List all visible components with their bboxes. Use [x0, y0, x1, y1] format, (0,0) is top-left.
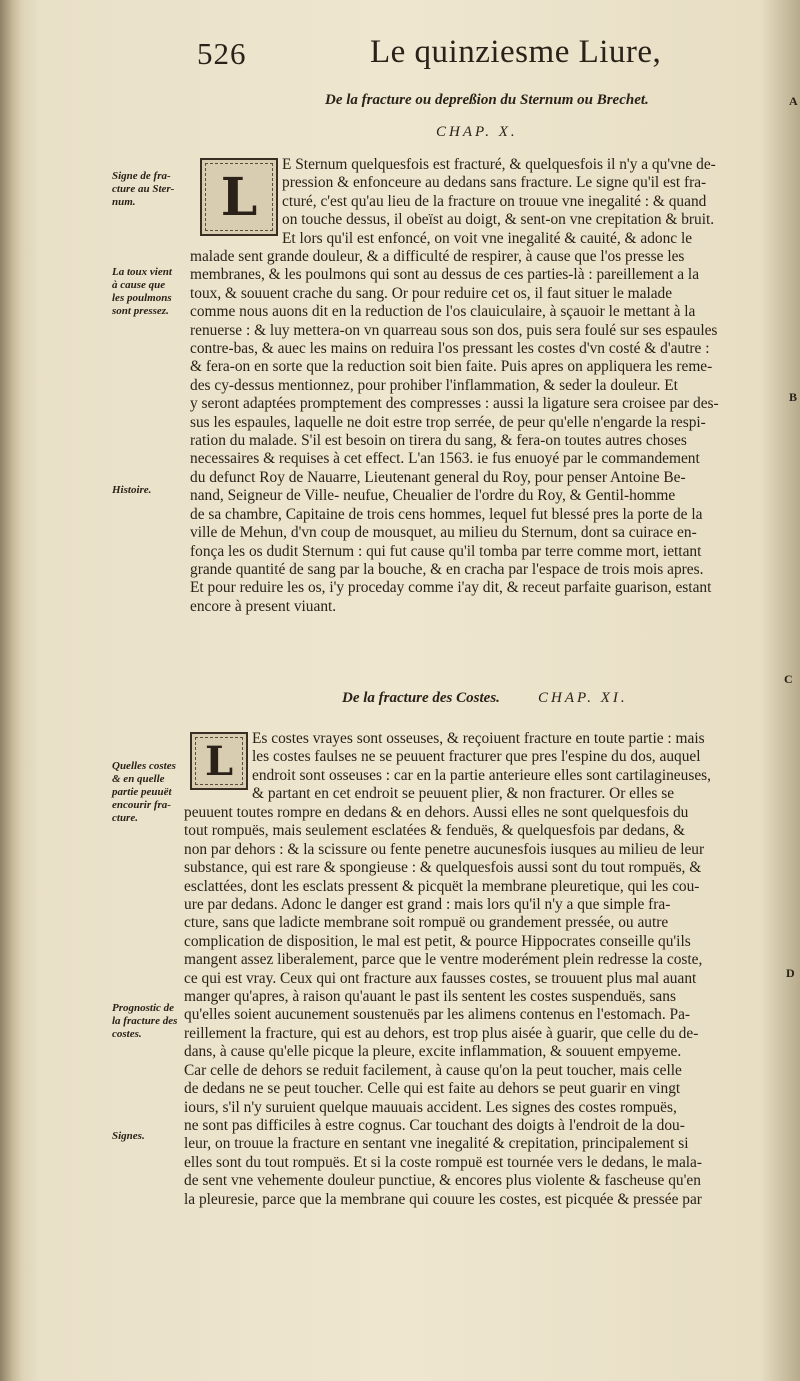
- text-line: renuerse : & luy mettera-on vn quarreau sous son dos, puis sera foulé sur ses espaules: [190, 321, 718, 339]
- margin-note-signe: Signe de fra-cture au Ster-num.: [112, 170, 175, 208]
- margin-letter-d: D: [786, 966, 795, 980]
- chapter-10-text-wrapped: [282, 156, 788, 248]
- text-line: des cy-dessus mentionnez, pour prohiber l'inflammation, & seder la douleur. Et: [190, 376, 678, 394]
- text-line: les costes faulses ne se peuuent fracturer que pres l'espine du dos, auquel: [252, 748, 701, 766]
- chapter-10-text: [190, 248, 788, 616]
- text-line: manger qu'apres, à raison qu'auant le past ils sentent les costes suspenduës, sans: [184, 988, 676, 1006]
- chapter-11-text-wrapped: [252, 730, 782, 804]
- text-line: de sent vne vehemente douleur punctiue, & encores plus violente & fascheuse qu'en: [184, 1172, 701, 1190]
- text-line: ure par dedans. Adonc le danger est grand : mais lors qu'il n'y a que simple fra-: [184, 896, 671, 914]
- text-line: tout rompuës, mais seulement esclatées & fenduës, & quelquesfois par dedans, &: [184, 822, 685, 840]
- text-line: mangent assez liberalement, parce que le ventre moderément plein redresse la coste,: [184, 951, 703, 969]
- text-line: Et pour reduire les os, i'y proceday comme i'ay dit, & receut parfaite guarison, estant: [190, 579, 712, 597]
- chapter-11-title: De la fracture des Costes.: [342, 690, 500, 706]
- chapter-10-label: CHAP. X.: [436, 124, 518, 140]
- text-line: ration du malade. S'il est besoin on tirera du sang, & fera-on toutes autres choses: [190, 432, 687, 450]
- text-line: sus les espaules, laquelle ne doit estre trop serrée, de peur qu'elle n'engarde la respi-: [190, 413, 706, 431]
- text-line: y seront adaptées promptement des compresses : aussi la ligature sera croisee par des-: [190, 395, 719, 413]
- text-line: Car celle de dehors se reduit facilement, à cause qu'on la peut toucher, mais celle: [184, 1061, 682, 1079]
- text-line: de dedans ne se peut toucher. Celle qui est faite au dehors se peut guarir en vingt: [184, 1080, 681, 1098]
- text-line: pression & enfonceure au dedans sans fracture. Le signe qu'il est fra-: [282, 174, 707, 192]
- text-line: dans, à cause qu'elle picque la pleure, excite inflammation, & souuent empyeme.: [184, 1043, 682, 1061]
- text-line: non par dehors : & la scissure ou fente penetre aucunesfois iusques au milieu de leur: [184, 840, 705, 858]
- running-title: Le quinziesme Liure,: [370, 34, 662, 70]
- text-line: leur, on trouue la fracture en sentant vne inegalité & crepitation, principalement si: [184, 1135, 689, 1153]
- text-line: E Sternum quelquesfois est fracturé, & quelquesfois il n'y a qu'vne de-: [282, 156, 716, 173]
- margin-note-signes: Signes.: [112, 1130, 145, 1142]
- text-line: ne sont pas difficiles à estre cognus. Car touchant des doigts à l'endroit de la dou-: [184, 1116, 685, 1134]
- text-line: comme nous auons dit en la reduction de l'os clauiculaire, à sçauoir le mettant à la: [190, 303, 696, 321]
- text-line: & fera-on en sorte que la reduction soit bien faite. Puis apres on appliquera les reme-: [190, 358, 713, 376]
- margin-note-histoire: Histoire.: [112, 484, 152, 496]
- margin-note-quelles-costes: Quelles costes & en quelle partie peuuët encourir fra-cture.: [112, 760, 176, 824]
- text-line: on touche dessus, il obeïst au doigt, & sent-on vne crepitation & bruit.: [282, 211, 715, 229]
- text-line: fonça les os dudit Sternum : qui fut cause qu'il tomba par terre comme mort, iettant: [190, 542, 702, 560]
- chapter-10-initial: [200, 158, 278, 236]
- text-line: necessaires & requises à cet effect. L'an 1563. ie fus enuoyé par le commandement: [190, 450, 700, 468]
- initial-letter: L: [204, 737, 234, 785]
- chapter-11-text: [184, 804, 782, 1209]
- text-line: la pleuresie, parce que la membrane qui couure les costes, est picquée & pressée par: [184, 1190, 702, 1208]
- text-line: iours, s'il n'y suruient quelque mauuais accident. Les signes des costes rompuës,: [184, 1098, 677, 1116]
- page-header: [0, 26, 800, 74]
- text-line: cture, sans que ladicte membrane soit rompuë ou grandement pressée, ou autre: [184, 914, 669, 932]
- margin-note-toux: La toux vient à cause que les poulmons sont pressez.: [112, 266, 172, 317]
- text-line: & partant en cet endroit se peuuent plier, & non fracturer. Or elles se: [252, 785, 675, 803]
- text-line: Et lors qu'il est enfoncé, on voit vne inegalité & cauité, & adonc le: [282, 229, 693, 247]
- text-line: encore à present viuant.: [190, 597, 337, 615]
- margin-letter-c: C: [784, 672, 793, 686]
- margin-letter-a: A: [789, 94, 798, 108]
- text-line: elles sont du tout rompuës. Et si la coste rompuë est tournée vers le dedans, le mala-: [184, 1153, 703, 1171]
- page-number: 526: [197, 36, 247, 71]
- text-line: substance, qui est rare & spongieuse : & quelquesfois aussi sont du tout rompuës, &: [184, 859, 702, 877]
- text-line: grande quantité de sang par la bouche, & en cracha par l'espace de trois mois apres.: [190, 560, 704, 578]
- text-line: de sa chambre, Capitaine de trois cens hommes, lequel fut blessé pres la porte de la: [190, 505, 703, 523]
- book-spine: [0, 0, 22, 1381]
- margin-note-prognostic: Prognostic de la fracture des costes.: [112, 1002, 178, 1040]
- chapter-11-label: CHAP. XI.: [538, 690, 628, 706]
- text-line: peuuent toutes rompre en dedans & en dehors. Aussi elles ne sont quelquesfois du: [184, 804, 689, 821]
- chapter-11-initial: [190, 732, 248, 790]
- text-line: qu'elles soient aucunement soustenuës par les alimens contenus en l'estomach. Pa-: [184, 1006, 691, 1024]
- text-line: cturé, c'est qu'au lieu de la fracture on trouue vne inegalité : & quand: [282, 192, 707, 210]
- text-line: contre-bas, & auec les mains on reduira l'os pressant les costes d'vn costé & d'autre :: [190, 340, 710, 358]
- text-line: complication de disposition, le mal est petit, & pource Hippocrates conseille qu'ils: [184, 932, 691, 950]
- text-line: toux, & souuent crache du sang. Or pour reduire cet os, il faut situer le malade: [190, 284, 673, 302]
- initial-letter: L: [220, 166, 258, 228]
- text-line: ce qui est vray. Ceux qui ont fracture aux fausses costes, se trouuent plus mal auant: [184, 969, 697, 987]
- text-line: malade sent grande douleur, & a difficulté de respirer, à cause que l'os presse les: [190, 248, 685, 265]
- margin-letter-b: B: [789, 390, 798, 404]
- text-line: reillement la fracture, qui est au dehors, est trop plus aisée à guarir, que celle du de-: [184, 1024, 699, 1042]
- chapter-10-title: De la fracture ou depreßion du Sternum ou Brechet.: [325, 92, 649, 108]
- text-line: esclattées, dont les esclats pressent & picquët la membrane pleuretique, qui les cou-: [184, 877, 700, 895]
- text-line: membranes, & les poulmons qui sont au dessus de ces parties-là : pareillement a la: [190, 266, 700, 284]
- text-line: ville de Mehun, d'vn coup de mousquet, au milieu du Sternum, dont sa cuirace en-: [190, 524, 697, 542]
- text-line: du defunct Roy de Nauarre, Lieutenant general du Roy, pour penser Antoine Be-: [190, 468, 686, 486]
- text-line: endroit sont osseuses : car en la partie anterieure elles sont cartilagineuses,: [252, 766, 711, 784]
- text-line: Es costes vrayes sont osseuses, & reçoiuent fracture en toute partie : mais: [252, 730, 705, 747]
- text-line: nand, Seigneur de Ville- neufue, Cheualier de l'ordre du Roy, & Gentil-homme: [190, 487, 676, 505]
